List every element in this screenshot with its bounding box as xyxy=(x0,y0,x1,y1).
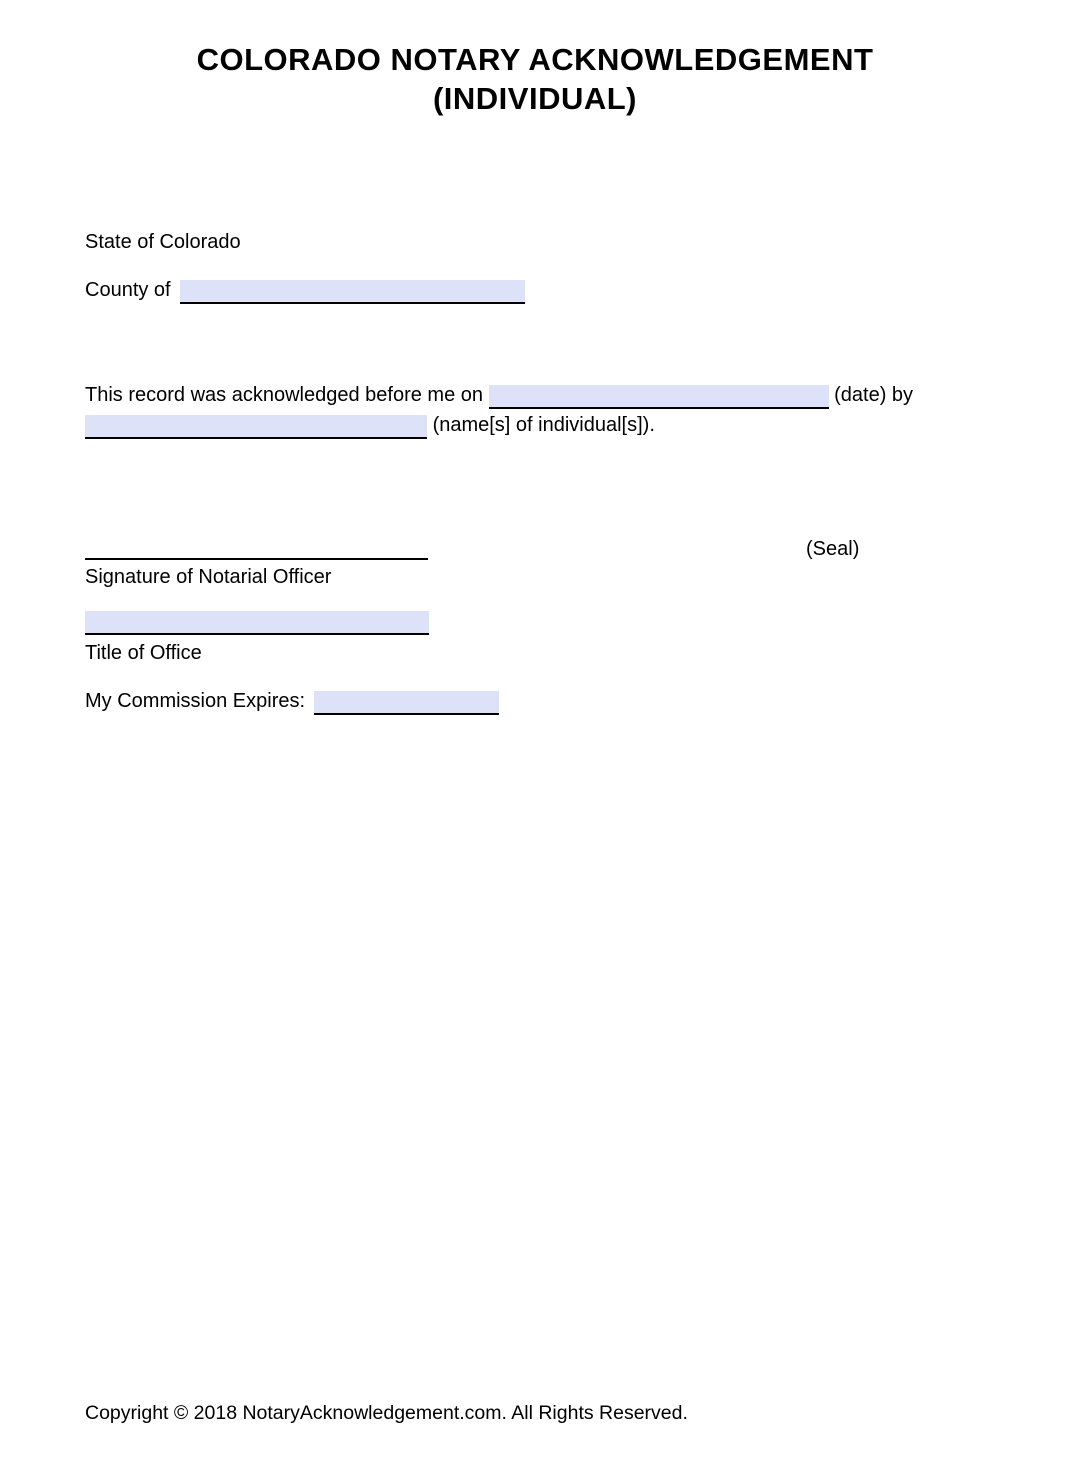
acknowledgement-paragraph xyxy=(85,380,997,440)
acknowledgement-text-after-date: (date) by xyxy=(834,384,914,406)
signature-line xyxy=(85,558,428,560)
document-title-line2: (INDIVIDUAL) xyxy=(432,81,638,116)
commission-row xyxy=(85,690,499,715)
title-of-office-label: Title of Office xyxy=(85,642,202,664)
copyright-footer: Copyright © 2018 NotaryAcknowledgement.com. All Rights Reserved. xyxy=(85,1402,688,1424)
county-label: County of xyxy=(85,279,171,301)
title-of-office-input[interactable] xyxy=(85,611,429,635)
acknowledgement-text-after-names: (name[s] of individual[s]). xyxy=(432,414,655,436)
document-title xyxy=(0,40,1070,118)
names-of-individuals-input[interactable] xyxy=(85,415,427,439)
seal-label: (Seal) xyxy=(806,538,860,560)
acknowledgement-text-before-date: This record was acknowledged before me on xyxy=(85,384,483,406)
county-row xyxy=(85,279,525,304)
state-of-colorado-text: State of Colorado xyxy=(85,231,241,253)
date-input[interactable] xyxy=(489,385,829,409)
commission-expiry-input[interactable] xyxy=(314,691,499,715)
document-title-line1: COLORADO NOTARY ACKNOWLEDGEMENT xyxy=(196,42,874,77)
county-input[interactable] xyxy=(180,280,525,304)
signature-of-notarial-officer-label: Signature of Notarial Officer xyxy=(85,566,332,588)
commission-expires-label: My Commission Expires: xyxy=(85,690,306,712)
